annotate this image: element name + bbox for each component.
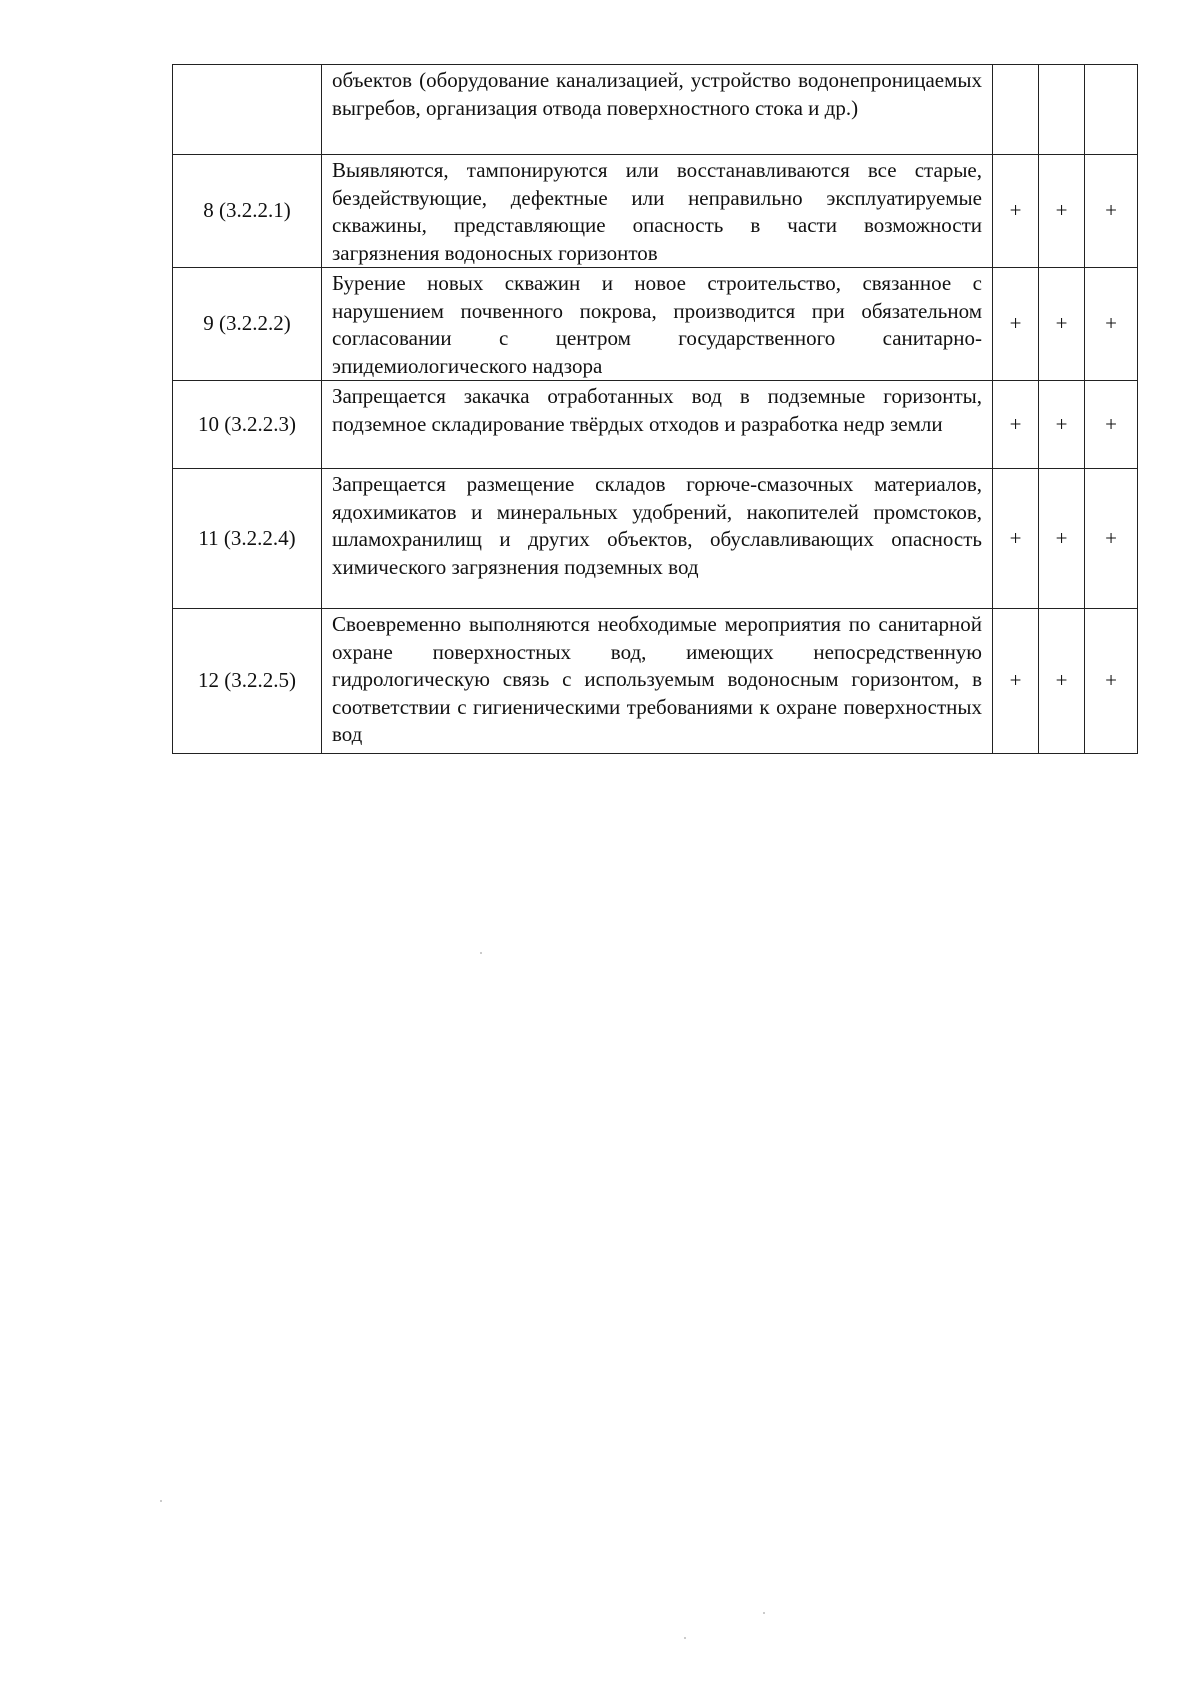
mark-cell: +	[1085, 268, 1138, 381]
scan-speck	[763, 1612, 765, 1614]
mark-cell: +	[1039, 469, 1085, 609]
table-row	[173, 155, 1138, 268]
mark-cell: +	[1039, 609, 1085, 754]
row-number-cell: 12 (3.2.2.5)	[173, 609, 322, 754]
mark-cell: +	[1085, 381, 1138, 469]
mark-cell: +	[993, 155, 1039, 268]
row-number-cell: 8 (3.2.2.1)	[173, 155, 322, 268]
mark-cell: +	[1039, 268, 1085, 381]
scan-speck	[160, 1500, 162, 1502]
scan-speck	[480, 952, 482, 954]
requirement-text-cell: Бурение новых скважин и новое строительство, связанное с нарушением почвенного покрова, производится при обязательном согласовании с центром государственного санитарно-эпидемиологического надзора	[322, 268, 993, 381]
mark-cell: +	[993, 609, 1039, 754]
mark-cell: +	[1085, 469, 1138, 609]
row-number-cell: 11 (3.2.2.4)	[173, 469, 322, 609]
table-row	[173, 469, 1138, 609]
table-row	[173, 381, 1138, 469]
requirement-text-cell: Своевременно выполняются необходимые мероприятия по санитарной охране поверхностных вод, имеющих непосредственную гидрологическую связь с используемым водоносным горизонтом, в соответствии с гигиеническими требованиями к охране поверхностных вод	[322, 609, 993, 754]
requirement-text-cell: Запрещается закачка отработанных вод в подземные горизонты, подземное складирование твёрдых отходов и разработка недр земли	[322, 381, 993, 469]
mark-cell: +	[1085, 609, 1138, 754]
row-number-cell	[173, 65, 322, 155]
mark-cell: +	[1039, 155, 1085, 268]
mark-cell: +	[993, 268, 1039, 381]
row-number-cell: 10 (3.2.2.3)	[173, 381, 322, 469]
requirement-text-cell: объектов (оборудование канализацией, устройство водонепроницаемых выгребов, организация отвода поверхностного стока и др.)	[322, 65, 993, 155]
table-row	[173, 65, 1138, 155]
mark-cell	[1039, 65, 1085, 155]
table-row	[173, 268, 1138, 381]
table-row	[173, 609, 1138, 754]
requirements-table	[172, 64, 1138, 754]
requirement-text-cell: Запрещается размещение складов горюче-смазочных материалов, ядохимикатов и минеральных удобрений, накопителей промстоков, шламохранилищ и других объектов, обуславливающих опасность химического загрязнения подземных вод	[322, 469, 993, 609]
mark-cell	[993, 65, 1039, 155]
mark-cell	[1085, 65, 1138, 155]
table-body	[173, 65, 1138, 754]
row-number-cell: 9 (3.2.2.2)	[173, 268, 322, 381]
mark-cell: +	[1085, 155, 1138, 268]
mark-cell: +	[993, 381, 1039, 469]
scan-speck	[684, 1637, 686, 1639]
mark-cell: +	[1039, 381, 1085, 469]
mark-cell: +	[993, 469, 1039, 609]
requirement-text-cell: Выявляются, тампонируются или восстанавливаются все старые, бездействующие, дефектные или неправильно эксплуатируемые скважины, представляющие опасность в части возможности загрязнения водоносных горизонтов	[322, 155, 993, 268]
